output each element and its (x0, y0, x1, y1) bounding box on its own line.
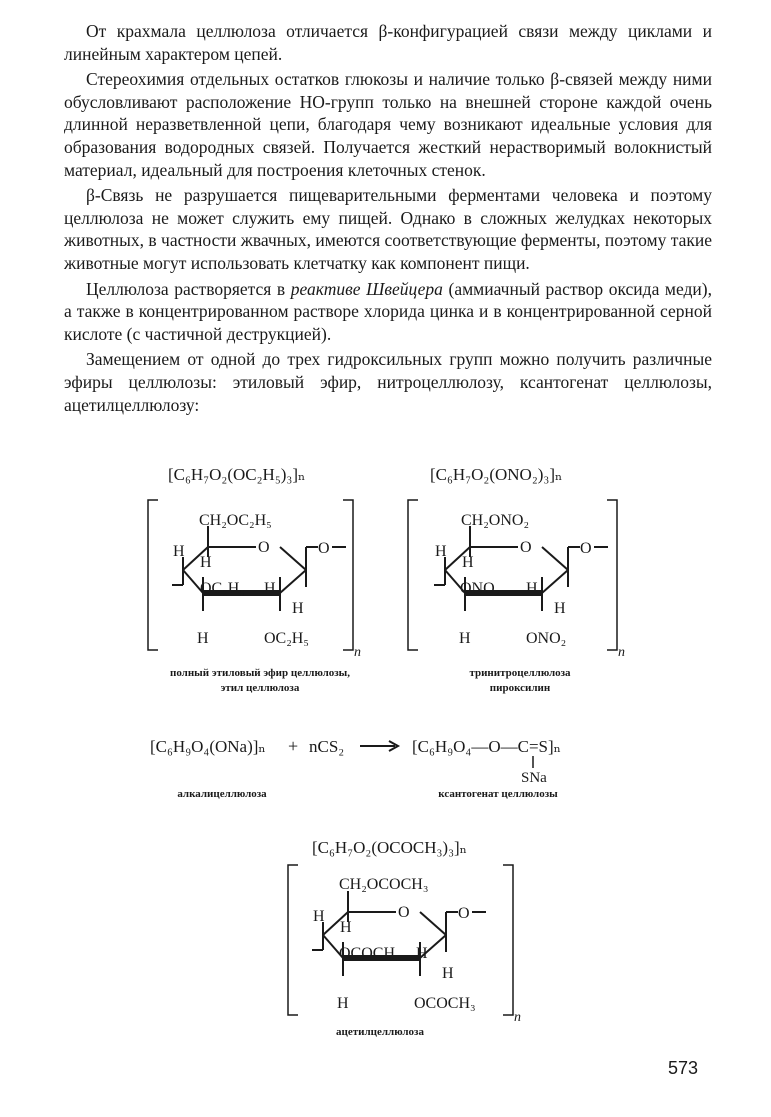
svg-text:O: O (580, 540, 592, 557)
svg-text:H: H (416, 945, 428, 962)
paragraph-4: Целлюлоза растворяется в реактиве Швейцера (аммиачный раствор оксида меди), а также в концентрированном растворе хлорида цинка и в концентрированной серной кислоте (с частичной деструкцией). (64, 278, 713, 344)
svg-text:CH₂OCOCH₃: CH₂OCOCH₃ (339, 876, 429, 893)
nitro-caption-2: пироксилин (489, 682, 551, 694)
svg-text:H: H (435, 543, 447, 560)
svg-text:H: H (442, 965, 454, 982)
svg-text:SNa: SNa (521, 770, 547, 786)
svg-text:O: O (258, 539, 270, 556)
page-number: 573 (668, 1058, 699, 1078)
right-bracket (503, 865, 513, 1015)
svg-text:ONO₂: ONO₂ (460, 580, 501, 597)
svg-text:H: H (554, 600, 566, 617)
svg-text:CH₂OC₂H₅: CH₂OC₂H₅ (199, 512, 272, 529)
svg-text:O: O (318, 540, 330, 557)
svg-text:O: O (458, 905, 470, 922)
paragraph-1: От крахмала целлюлоза отличается β-конфигурацией связи между циклами и линейным характером цепей. (64, 21, 712, 64)
nitro-caption-1: тринитроцеллюлоза (469, 667, 571, 679)
left-bracket (408, 500, 418, 650)
ethyl-caption-2: этил целлюлоза (220, 682, 300, 694)
svg-text:H: H (459, 630, 471, 647)
acetyl-caption: ацетилцеллюлоза (336, 1026, 424, 1038)
nitrocellulose-structure (408, 465, 625, 694)
svg-text:H: H (462, 554, 474, 571)
svg-text:H: H (337, 995, 349, 1012)
svg-text:O: O (398, 904, 410, 921)
ethyl-caption-1: полный этиловый эфир целлюлозы, (169, 667, 351, 679)
svg-text:H: H (264, 580, 276, 597)
svg-text:OC₂H₅: OC₂H₅ (200, 580, 245, 597)
right-bracket (607, 500, 617, 650)
svg-text:n: n (354, 645, 361, 660)
svg-text:O: O (520, 539, 532, 556)
left-bracket (148, 500, 158, 650)
carbon-disulfide: nCS₂ (309, 737, 345, 756)
svg-text:OCOCH₃: OCOCH₃ (339, 945, 401, 962)
paragraph-2: Стереохимия отдельных остатков глюкозы и наличие только β-связей между ними обусловливают расположение НО-групп только на внешней стороне каждой очень длинной неразветвленной цепи, благодаря чему возникают идеальные условия для образования водородных связей. Получается жесткий нерастворимый волокнистый материал, идеальный для построения клеточных стенок. (64, 69, 712, 180)
left-bracket (288, 865, 298, 1015)
svg-text:OCOCH₃: OCOCH₃ (414, 995, 476, 1012)
svg-text:CH₂ONO₂: CH₂ONO₂ (461, 512, 530, 529)
paragraph-3: β-Связь не разрушается пищеварительными ферментами человека и поэтому целлюлоза не может служить ему пищей. Однако в сложных желудках некоторых животных, в частности жвачных, имеются соответствующие ферменты, поэтому такие животные могут использовать клетчатку как компонент пищи. (64, 185, 712, 273)
svg-text:n: n (618, 645, 625, 660)
paragraph-5: Замещением от одной до трех гидроксильных групп можно получить различные эфиры целлюлозы: этиловый эфир, нитроцеллюлозу, ксантогенат целлюлозы, ацетилцеллюлозу: (64, 349, 712, 415)
nitro-formula: [C₆H₇O₂(ONO₂)₃]ₙ (430, 465, 563, 484)
svg-text:H: H (197, 630, 209, 647)
svg-text:ONO₂: ONO₂ (526, 630, 567, 647)
right-bracket (343, 500, 353, 650)
acetylcellulose-structure (288, 838, 521, 1038)
svg-text:n: n (514, 1010, 521, 1025)
svg-text:H: H (340, 919, 352, 936)
svg-text:H: H (313, 908, 325, 925)
alkali-cellulose-caption: алкалицеллюлоза (177, 788, 267, 800)
alkali-cellulose-formula: [C₆H₉O₄(ONa)]ₙ (150, 737, 266, 756)
acetyl-formula: [C₆H₇O₂(OCOCH₃)₃]ₙ (312, 838, 468, 857)
svg-text:OC₂H₅: OC₂H₅ (264, 630, 309, 647)
svg-text:+: + (288, 736, 299, 756)
svg-text:H: H (200, 554, 212, 571)
xanthate-caption: ксантогенат целлюлозы (438, 788, 558, 800)
xanthate-reaction (150, 736, 561, 800)
schweizer-reagent-term: реактиве Швейцера (290, 278, 443, 299)
ethyl-formula: [C₆H₇O₂(OC₂H₅)₃]ₙ (168, 465, 306, 484)
svg-text:H: H (173, 543, 185, 560)
xanthate-formula: [C₆H₉O₄—O—C=S]ₙ (412, 737, 562, 756)
svg-text:H: H (526, 580, 538, 597)
svg-text:H: H (292, 600, 304, 617)
ethyl-cellulose-structure (148, 465, 361, 694)
